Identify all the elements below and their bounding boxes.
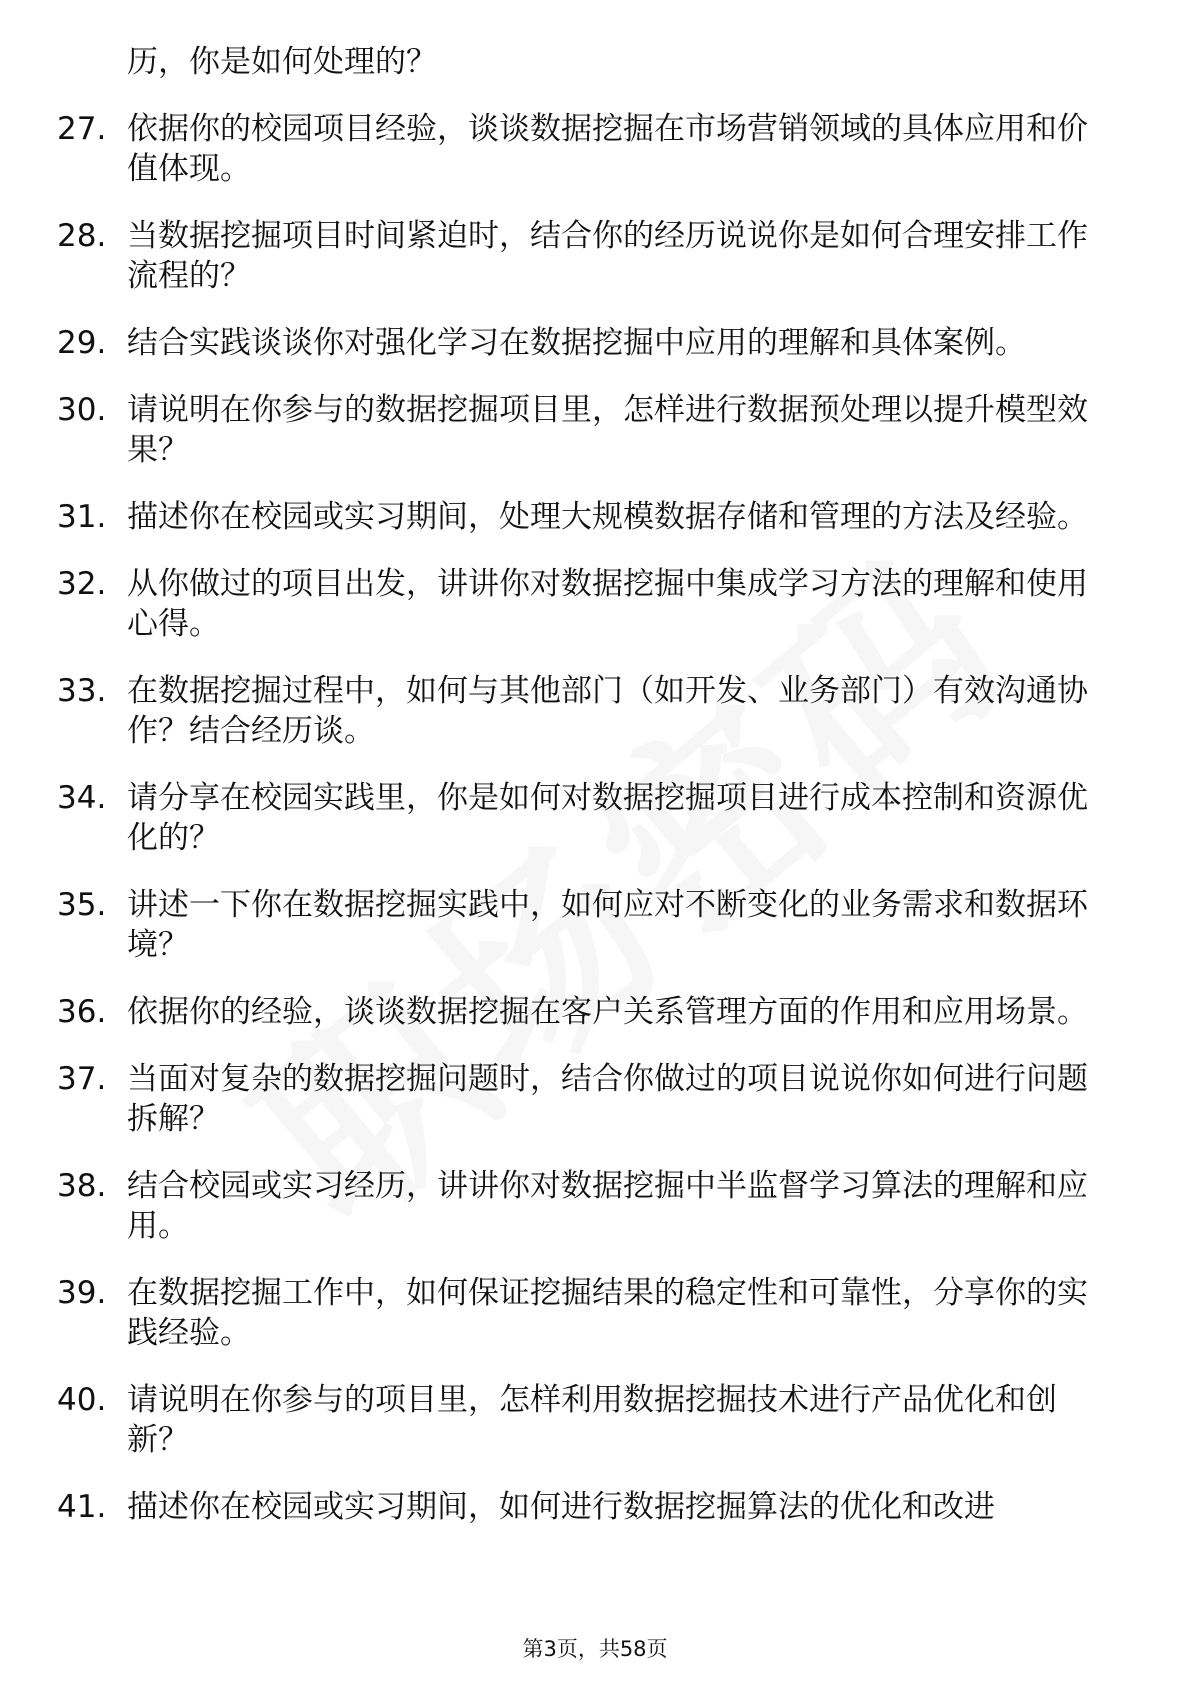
question-text: 当面对复杂的数据挖掘问题时，结合你做过的项目说说你如何进行问题拆解？ — [127, 1061, 1088, 1137]
question-item — [0, 1487, 1190, 1527]
question-text: 讲述一下你在数据挖掘实践中，如何应对不断变化的业务需求和数据环境？ — [127, 887, 1088, 963]
question-text: 结合校园或实习经历，讲讲你对数据挖掘中半监督学习算法的理解和应用。 — [127, 1168, 1088, 1244]
question-item — [0, 390, 1190, 470]
page-footer: 第3页，共58页 — [522, 1637, 668, 1661]
question-number: 41. — [57, 1489, 107, 1525]
question-number: 38. — [57, 1168, 107, 1204]
question-item — [0, 323, 1190, 363]
question-number: 39. — [57, 1275, 107, 1311]
question-number: 35. — [57, 887, 107, 923]
question-text: 请分享在校园实践里，你是如何对数据挖掘项目进行成本控制和资源优化的？ — [127, 780, 1088, 856]
question-number: 40. — [57, 1382, 107, 1418]
question-item — [0, 497, 1190, 537]
question-item — [0, 1273, 1190, 1353]
question-text: 请说明在你参与的项目里，怎样利用数据挖掘技术进行产品优化和创新？ — [127, 1382, 1057, 1458]
question-text: 结合实践谈谈你对强化学习在数据挖掘中应用的理解和具体案例。 — [127, 325, 1026, 361]
continuation-text: 历，你是如何处理的？ — [127, 44, 437, 80]
question-text: 描述你在校园或实习期间，如何进行数据挖掘算法的优化和改进 — [127, 1489, 995, 1525]
question-item — [0, 671, 1190, 751]
question-number: 32. — [57, 566, 107, 602]
question-text: 请说明在你参与的数据挖掘项目里，怎样进行数据预处理以提升模型效果？ — [127, 392, 1088, 468]
question-item — [0, 1059, 1190, 1139]
question-item — [0, 778, 1190, 858]
question-item — [0, 1166, 1190, 1246]
question-item — [0, 564, 1190, 644]
question-text: 描述你在校园或实习期间，处理大规模数据存储和管理的方法及经验。 — [127, 499, 1088, 535]
question-item — [0, 1380, 1190, 1460]
question-number: 27. — [57, 111, 107, 147]
question-text: 在数据挖掘工作中，如何保证挖掘结果的稳定性和可靠性，分享你的实践经验。 — [127, 1275, 1088, 1351]
question-item — [0, 216, 1190, 296]
question-text: 从你做过的项目出发，讲讲你对数据挖掘中集成学习方法的理解和使用心得。 — [127, 566, 1088, 642]
question-text: 依据你的校园项目经验，谈谈数据挖掘在市场营销领域的具体应用和价值体现。 — [127, 111, 1088, 187]
question-text: 依据你的经验，谈谈数据挖掘在客户关系管理方面的作用和应用场景。 — [127, 994, 1088, 1030]
question-number: 33. — [57, 673, 107, 709]
question-text: 当数据挖掘项目时间紧迫时，结合你的经历说说你是如何合理安排工作流程的？ — [127, 218, 1088, 294]
question-list — [0, 42, 1190, 1554]
question-number: 30. — [57, 392, 107, 428]
question-text: 在数据挖掘过程中，如何与其他部门（如开发、业务部门）有效沟通协作？结合经历谈。 — [127, 673, 1088, 749]
question-number: 29. — [57, 325, 107, 361]
question-number: 34. — [57, 780, 107, 816]
question-item — [0, 885, 1190, 965]
question-item — [0, 992, 1190, 1032]
question-number: 31. — [57, 499, 107, 535]
question-number: 36. — [57, 994, 107, 1030]
question-item — [0, 109, 1190, 189]
question-number: 37. — [57, 1061, 107, 1097]
question-number: 28. — [57, 218, 107, 254]
